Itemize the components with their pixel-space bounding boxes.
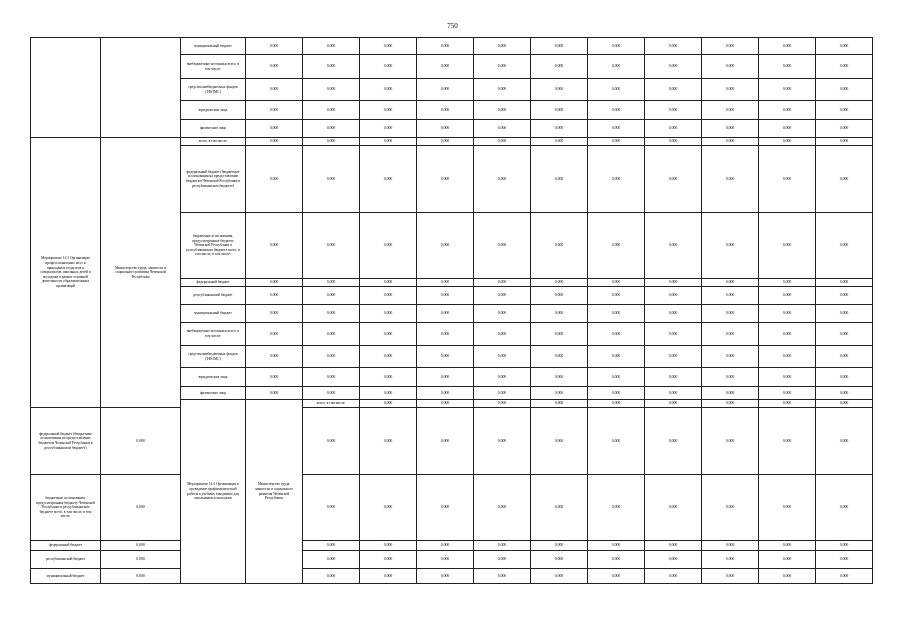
value-cell: 0,000 bbox=[816, 387, 873, 400]
value-cell: 0,000 bbox=[588, 38, 645, 55]
table-row bbox=[31, 38, 873, 55]
value-cell: 0,000 bbox=[360, 138, 417, 146]
table-row bbox=[31, 551, 873, 569]
value-cell: 0,000 bbox=[702, 400, 759, 408]
value-cell: 0,000 bbox=[816, 346, 873, 368]
value-cell: 0,000 bbox=[645, 79, 702, 101]
value-cell: 0,000 bbox=[531, 408, 588, 475]
table-row bbox=[31, 408, 873, 475]
value-cell: 0,000 bbox=[474, 368, 531, 387]
value-cell: 0,000 bbox=[645, 138, 702, 146]
value-cell: 0,000 bbox=[246, 101, 303, 120]
value-cell: 0,000 bbox=[816, 551, 873, 569]
value-cell: 0,000 bbox=[303, 346, 360, 368]
value-cell: 0,000 bbox=[816, 55, 873, 79]
value-cell: 0,000 bbox=[417, 346, 474, 368]
value-cell: 0,000 bbox=[588, 346, 645, 368]
value-cell: 0,000 bbox=[474, 323, 531, 346]
source-cell: бюджетные ассигнования, предусмотренные бюджету Чеченской Республики в республиканском бюджете всего, в том числе, в том числе: bbox=[31, 475, 101, 541]
value-cell: 0,000 bbox=[816, 305, 873, 323]
source-cell: внебюджетные источники всего, в том числе: bbox=[181, 55, 246, 79]
value-cell: 0,000 bbox=[702, 323, 759, 346]
value-cell: 0,000 bbox=[474, 38, 531, 55]
value-cell: 0,000 bbox=[303, 569, 360, 584]
value-cell: 0,000 bbox=[588, 569, 645, 584]
value-cell: 0,000 bbox=[360, 368, 417, 387]
value-cell: 0,000 bbox=[759, 101, 816, 120]
value-cell: 0,000 bbox=[816, 541, 873, 551]
value-cell: 0,000 bbox=[303, 38, 360, 55]
value-cell: 0,000 bbox=[531, 79, 588, 101]
value-cell: 0,000 bbox=[588, 287, 645, 305]
value-cell: 0,000 bbox=[816, 79, 873, 101]
value-cell: 0,000 bbox=[246, 387, 303, 400]
value-cell: 0,000 bbox=[645, 541, 702, 551]
value-cell: 0,000 bbox=[303, 120, 360, 138]
value-cell: 0,000 bbox=[645, 213, 702, 279]
value-cell: 0,000 bbox=[588, 541, 645, 551]
value-cell: 0,000 bbox=[588, 475, 645, 541]
event-executor: Министерство труда, занятости и социального развития Чеченской Республики bbox=[246, 400, 303, 584]
source-cell: всего, в том числе: bbox=[181, 138, 246, 146]
value-cell: 0,000 bbox=[531, 120, 588, 138]
value-cell: 0,000 bbox=[246, 138, 303, 146]
value-cell: 0,000 bbox=[531, 213, 588, 279]
value-cell: 0,000 bbox=[645, 346, 702, 368]
value-cell: 0,000 bbox=[474, 79, 531, 101]
value-cell: 0,000 bbox=[360, 101, 417, 120]
value-cell: 0,000 bbox=[360, 279, 417, 287]
value-cell: 0,000 bbox=[531, 569, 588, 584]
value-cell: 0,000 bbox=[474, 138, 531, 146]
value-cell: 0,000 bbox=[360, 400, 417, 408]
value-cell: 0,000 bbox=[816, 120, 873, 138]
value-cell: 0,000 bbox=[588, 400, 645, 408]
value-cell: 0,000 bbox=[759, 408, 816, 475]
value-cell: 0,000 bbox=[246, 120, 303, 138]
value-cell: 0,000 bbox=[360, 323, 417, 346]
value-cell: 0,000 bbox=[702, 287, 759, 305]
value-cell: 0,000 bbox=[303, 287, 360, 305]
value-cell: 0,000 bbox=[816, 475, 873, 541]
value-cell: 0,000 bbox=[474, 305, 531, 323]
value-cell: 0,000 bbox=[417, 305, 474, 323]
value-cell: 0,000 bbox=[759, 55, 816, 79]
value-cell: 0,000 bbox=[759, 368, 816, 387]
value-cell: 0,000 bbox=[702, 408, 759, 475]
value-cell: 0,000 bbox=[645, 146, 702, 213]
value-cell: 0,000 bbox=[360, 569, 417, 584]
value-cell: 0,000 bbox=[645, 400, 702, 408]
value-cell: 0,000 bbox=[246, 55, 303, 79]
value-cell: 0,000 bbox=[816, 323, 873, 346]
value-cell: 0,000 bbox=[588, 305, 645, 323]
value-cell: 0,000 bbox=[645, 551, 702, 569]
page-number: 750 bbox=[447, 22, 458, 30]
value-cell: 0,000 bbox=[759, 79, 816, 101]
value-cell: 0,000 bbox=[303, 408, 360, 475]
value-cell: 0,000 bbox=[645, 55, 702, 79]
value-cell: 0,000 bbox=[816, 368, 873, 387]
value-cell: 0,000 bbox=[417, 38, 474, 55]
source-cell: федеральный бюджет (бюджетные ассигнования на предоставление бюджетам Чеченской Республики в республиканском бюджете) bbox=[31, 408, 101, 475]
table-row bbox=[31, 475, 873, 541]
value-cell: 0,000 bbox=[702, 305, 759, 323]
value-cell: 0,000 bbox=[474, 475, 531, 541]
value-cell: 0,000 bbox=[246, 279, 303, 287]
value-cell: 0,000 bbox=[246, 323, 303, 346]
value-cell: 0,000 bbox=[417, 541, 474, 551]
table-row bbox=[31, 138, 873, 146]
value-cell: 0,000 bbox=[303, 387, 360, 400]
value-cell: 0,000 bbox=[588, 120, 645, 138]
value-cell: 0,000 bbox=[645, 305, 702, 323]
value-cell: 0,000 bbox=[360, 541, 417, 551]
value-cell: 0,000 bbox=[702, 279, 759, 287]
value-cell: 0,000 bbox=[759, 146, 816, 213]
value-cell: 0,000 bbox=[816, 138, 873, 146]
value-cell: 0,000 bbox=[360, 79, 417, 101]
value-cell: 0,000 bbox=[588, 387, 645, 400]
value-cell: 0,000 bbox=[645, 279, 702, 287]
value-cell: 0,000 bbox=[303, 551, 360, 569]
source-cell: средства внебюджетных фондов (ТФОМС) bbox=[181, 79, 246, 101]
value-cell: 0,000 bbox=[531, 541, 588, 551]
value-cell: 0,000 bbox=[816, 213, 873, 279]
value-cell: 0,000 bbox=[474, 55, 531, 79]
table-row bbox=[31, 541, 873, 551]
value-cell: 0,000 bbox=[360, 387, 417, 400]
value-cell: 0,000 bbox=[702, 146, 759, 213]
value-cell: 0,000 bbox=[246, 146, 303, 213]
value-cell: 0,000 bbox=[417, 146, 474, 213]
source-cell: внебюджетные источники всего, в том числе: bbox=[181, 323, 246, 346]
value-cell: 0,000 bbox=[759, 38, 816, 55]
value-cell: 0,000 bbox=[360, 305, 417, 323]
source-cell: средства внебюджетных фондов (ТФОМС) bbox=[181, 346, 246, 368]
value-cell: 0,000 bbox=[246, 287, 303, 305]
value-cell: 0,000 bbox=[588, 368, 645, 387]
value-cell: 0,000 bbox=[759, 387, 816, 400]
value-cell: 0,000 bbox=[303, 323, 360, 346]
value-cell: 0,000 bbox=[360, 213, 417, 279]
value-cell: 0,000 bbox=[474, 146, 531, 213]
value-cell: 0,000 bbox=[816, 146, 873, 213]
value-cell: 0,000 bbox=[759, 323, 816, 346]
value-cell: 0,000 bbox=[531, 138, 588, 146]
value-cell: 0,000 bbox=[588, 279, 645, 287]
value-cell: 0,000 bbox=[417, 551, 474, 569]
value-cell: 0,000 bbox=[645, 323, 702, 346]
value-cell: 0,000 bbox=[417, 79, 474, 101]
value-cell: 0,000 bbox=[759, 475, 816, 541]
value-cell: 0,000 bbox=[531, 400, 588, 408]
executor-cell bbox=[101, 38, 181, 138]
value-cell: 0,000 bbox=[474, 400, 531, 408]
value-cell: 0,000 bbox=[474, 569, 531, 584]
value-cell: 0,000 bbox=[474, 279, 531, 287]
value-cell: 0,000 bbox=[360, 287, 417, 305]
event-cell bbox=[31, 38, 101, 138]
value-cell: 0,000 bbox=[246, 38, 303, 55]
value-cell: 0,000 bbox=[702, 138, 759, 146]
value-cell: 0,000 bbox=[474, 287, 531, 305]
source-cell: всего, в том числе: bbox=[303, 400, 360, 408]
value-cell: 0,000 bbox=[816, 38, 873, 55]
value-cell: 0,000 bbox=[101, 475, 181, 541]
value-cell: 0,000 bbox=[759, 305, 816, 323]
value-cell: 0,000 bbox=[303, 79, 360, 101]
value-cell: 0,000 bbox=[702, 387, 759, 400]
source-cell: муниципальный бюджет bbox=[181, 38, 246, 55]
value-cell: 0,000 bbox=[816, 287, 873, 305]
value-cell: 0,000 bbox=[246, 79, 303, 101]
value-cell: 0,000 bbox=[474, 387, 531, 400]
value-cell: 0,000 bbox=[101, 569, 181, 584]
value-cell: 0,000 bbox=[303, 55, 360, 79]
event-name: Мероприятие 14.4 Организация и проведение профилактической работы в учебных заведениях для школьников и молодежи bbox=[181, 400, 246, 584]
budget-table bbox=[30, 37, 873, 584]
value-cell: 0,000 bbox=[303, 213, 360, 279]
value-cell: 0,000 bbox=[645, 120, 702, 138]
value-cell: 0,000 bbox=[417, 408, 474, 475]
value-cell: 0,000 bbox=[246, 213, 303, 279]
value-cell: 0,000 bbox=[246, 346, 303, 368]
value-cell: 0,000 bbox=[246, 368, 303, 387]
value-cell: 0,000 bbox=[417, 569, 474, 584]
value-cell: 0,000 bbox=[759, 138, 816, 146]
source-cell: муниципальный бюджет bbox=[181, 305, 246, 323]
value-cell: 0,000 bbox=[360, 346, 417, 368]
value-cell: 0,000 bbox=[645, 38, 702, 55]
value-cell: 0,000 bbox=[645, 101, 702, 120]
value-cell: 0,000 bbox=[417, 120, 474, 138]
value-cell: 0,000 bbox=[360, 120, 417, 138]
value-cell: 0,000 bbox=[702, 213, 759, 279]
value-cell: 0,000 bbox=[588, 101, 645, 120]
value-cell: 0,000 bbox=[531, 287, 588, 305]
value-cell: 0,000 bbox=[645, 368, 702, 387]
value-cell: 0,000 bbox=[702, 475, 759, 541]
value-cell: 0,000 bbox=[759, 213, 816, 279]
value-cell: 0,000 bbox=[702, 569, 759, 584]
source-cell: физические лица bbox=[181, 387, 246, 400]
value-cell: 0,000 bbox=[417, 101, 474, 120]
value-cell: 0,000 bbox=[588, 138, 645, 146]
value-cell: 0,000 bbox=[588, 79, 645, 101]
value-cell: 0,000 bbox=[417, 138, 474, 146]
value-cell: 0,000 bbox=[417, 387, 474, 400]
value-cell: 0,000 bbox=[303, 475, 360, 541]
value-cell: 0,000 bbox=[246, 305, 303, 323]
value-cell: 0,000 bbox=[702, 551, 759, 569]
value-cell: 0,000 bbox=[816, 569, 873, 584]
value-cell: 0,000 bbox=[759, 551, 816, 569]
value-cell: 0,000 bbox=[303, 305, 360, 323]
value-cell: 0,000 bbox=[588, 408, 645, 475]
value-cell: 0,000 bbox=[531, 346, 588, 368]
value-cell: 0,000 bbox=[588, 323, 645, 346]
value-cell: 0,000 bbox=[474, 101, 531, 120]
value-cell: 0,000 bbox=[360, 408, 417, 475]
value-cell: 0,000 bbox=[101, 551, 181, 569]
value-cell: 0,000 bbox=[645, 475, 702, 541]
source-cell: муниципальный бюджет bbox=[31, 569, 101, 584]
value-cell: 0,000 bbox=[474, 551, 531, 569]
value-cell: 0,000 bbox=[531, 387, 588, 400]
value-cell: 0,000 bbox=[759, 287, 816, 305]
value-cell: 0,000 bbox=[702, 79, 759, 101]
value-cell: 0,000 bbox=[474, 408, 531, 475]
source-cell: федеральный бюджет (бюджетные ассигнования на предоставление бюджетам Чеченской Республики в республиканском бюджете) bbox=[181, 146, 246, 213]
value-cell: 0,000 bbox=[759, 400, 816, 408]
value-cell: 0,000 bbox=[417, 55, 474, 79]
value-cell: 0,000 bbox=[531, 101, 588, 120]
value-cell: 0,000 bbox=[531, 38, 588, 55]
value-cell: 0,000 bbox=[645, 408, 702, 475]
source-cell: физические лица bbox=[181, 120, 246, 138]
value-cell: 0,000 bbox=[303, 541, 360, 551]
value-cell: 0,000 bbox=[816, 101, 873, 120]
value-cell: 0,000 bbox=[474, 213, 531, 279]
value-cell: 0,000 bbox=[303, 101, 360, 120]
value-cell: 0,000 bbox=[303, 146, 360, 213]
value-cell: 0,000 bbox=[645, 569, 702, 584]
value-cell: 0,000 bbox=[417, 213, 474, 279]
value-cell: 0,000 bbox=[360, 55, 417, 79]
value-cell: 0,000 bbox=[531, 475, 588, 541]
value-cell: 0,000 bbox=[588, 55, 645, 79]
source-cell: юридические лица bbox=[181, 101, 246, 120]
value-cell: 0,000 bbox=[531, 279, 588, 287]
source-cell: федеральный бюджет bbox=[181, 279, 246, 287]
value-cell: 0,000 bbox=[531, 551, 588, 569]
value-cell: 0,000 bbox=[417, 475, 474, 541]
event-executor: Министерство труда, занятости и социального развития Чеченской Республики bbox=[101, 138, 181, 408]
value-cell: 0,000 bbox=[360, 551, 417, 569]
value-cell: 0,000 bbox=[417, 400, 474, 408]
value-cell: 0,000 bbox=[645, 387, 702, 400]
value-cell: 0,000 bbox=[816, 408, 873, 475]
source-cell: бюджетные ассигнования, предусмотренные бюджету Чеченской Республики в республиканском бюджете всего, в том числе, в том числе: bbox=[181, 213, 246, 279]
value-cell: 0,000 bbox=[417, 323, 474, 346]
value-cell: 0,000 bbox=[474, 541, 531, 551]
value-cell: 0,000 bbox=[417, 368, 474, 387]
value-cell: 0,000 bbox=[531, 305, 588, 323]
value-cell: 0,000 bbox=[474, 346, 531, 368]
value-cell: 0,000 bbox=[702, 120, 759, 138]
value-cell: 0,000 bbox=[702, 101, 759, 120]
value-cell: 0,000 bbox=[702, 541, 759, 551]
value-cell: 0,000 bbox=[303, 368, 360, 387]
value-cell: 0,000 bbox=[759, 120, 816, 138]
value-cell: 0,000 bbox=[759, 569, 816, 584]
value-cell: 0,000 bbox=[759, 346, 816, 368]
value-cell: 0,000 bbox=[816, 400, 873, 408]
value-cell: 0,000 bbox=[101, 541, 181, 551]
value-cell: 0,000 bbox=[759, 541, 816, 551]
value-cell: 0,000 bbox=[588, 213, 645, 279]
value-cell: 0,000 bbox=[474, 120, 531, 138]
value-cell: 0,000 bbox=[303, 138, 360, 146]
source-cell: федеральный бюджет bbox=[31, 541, 101, 551]
value-cell: 0,000 bbox=[417, 287, 474, 305]
value-cell: 0,000 bbox=[360, 475, 417, 541]
source-cell: республиканский бюджет bbox=[181, 287, 246, 305]
table-row bbox=[31, 569, 873, 584]
value-cell: 0,000 bbox=[531, 368, 588, 387]
value-cell: 0,000 bbox=[531, 323, 588, 346]
value-cell: 0,000 bbox=[645, 287, 702, 305]
value-cell: 0,000 bbox=[702, 38, 759, 55]
value-cell: 0,000 bbox=[702, 55, 759, 79]
value-cell: 0,000 bbox=[588, 146, 645, 213]
value-cell: 0,000 bbox=[360, 38, 417, 55]
event-name: Мероприятие 14.3 Организация профессиональных мест и прикладных педагогов и специалистов, школьных детей и молодежи в рамках основной деятельности образовательных организаций bbox=[31, 138, 101, 408]
value-cell: 0,000 bbox=[531, 55, 588, 79]
value-cell: 0,000 bbox=[702, 346, 759, 368]
value-cell: 0,000 bbox=[303, 279, 360, 287]
value-cell: 0,000 bbox=[101, 408, 181, 475]
value-cell: 0,000 bbox=[531, 146, 588, 213]
value-cell: 0,000 bbox=[702, 368, 759, 387]
value-cell: 0,000 bbox=[588, 551, 645, 569]
source-cell: республиканский бюджет bbox=[31, 551, 101, 569]
value-cell: 0,000 bbox=[816, 279, 873, 287]
value-cell: 0,000 bbox=[759, 279, 816, 287]
value-cell: 0,000 bbox=[360, 146, 417, 213]
source-cell: юридические лица bbox=[181, 368, 246, 387]
value-cell: 0,000 bbox=[417, 279, 474, 287]
